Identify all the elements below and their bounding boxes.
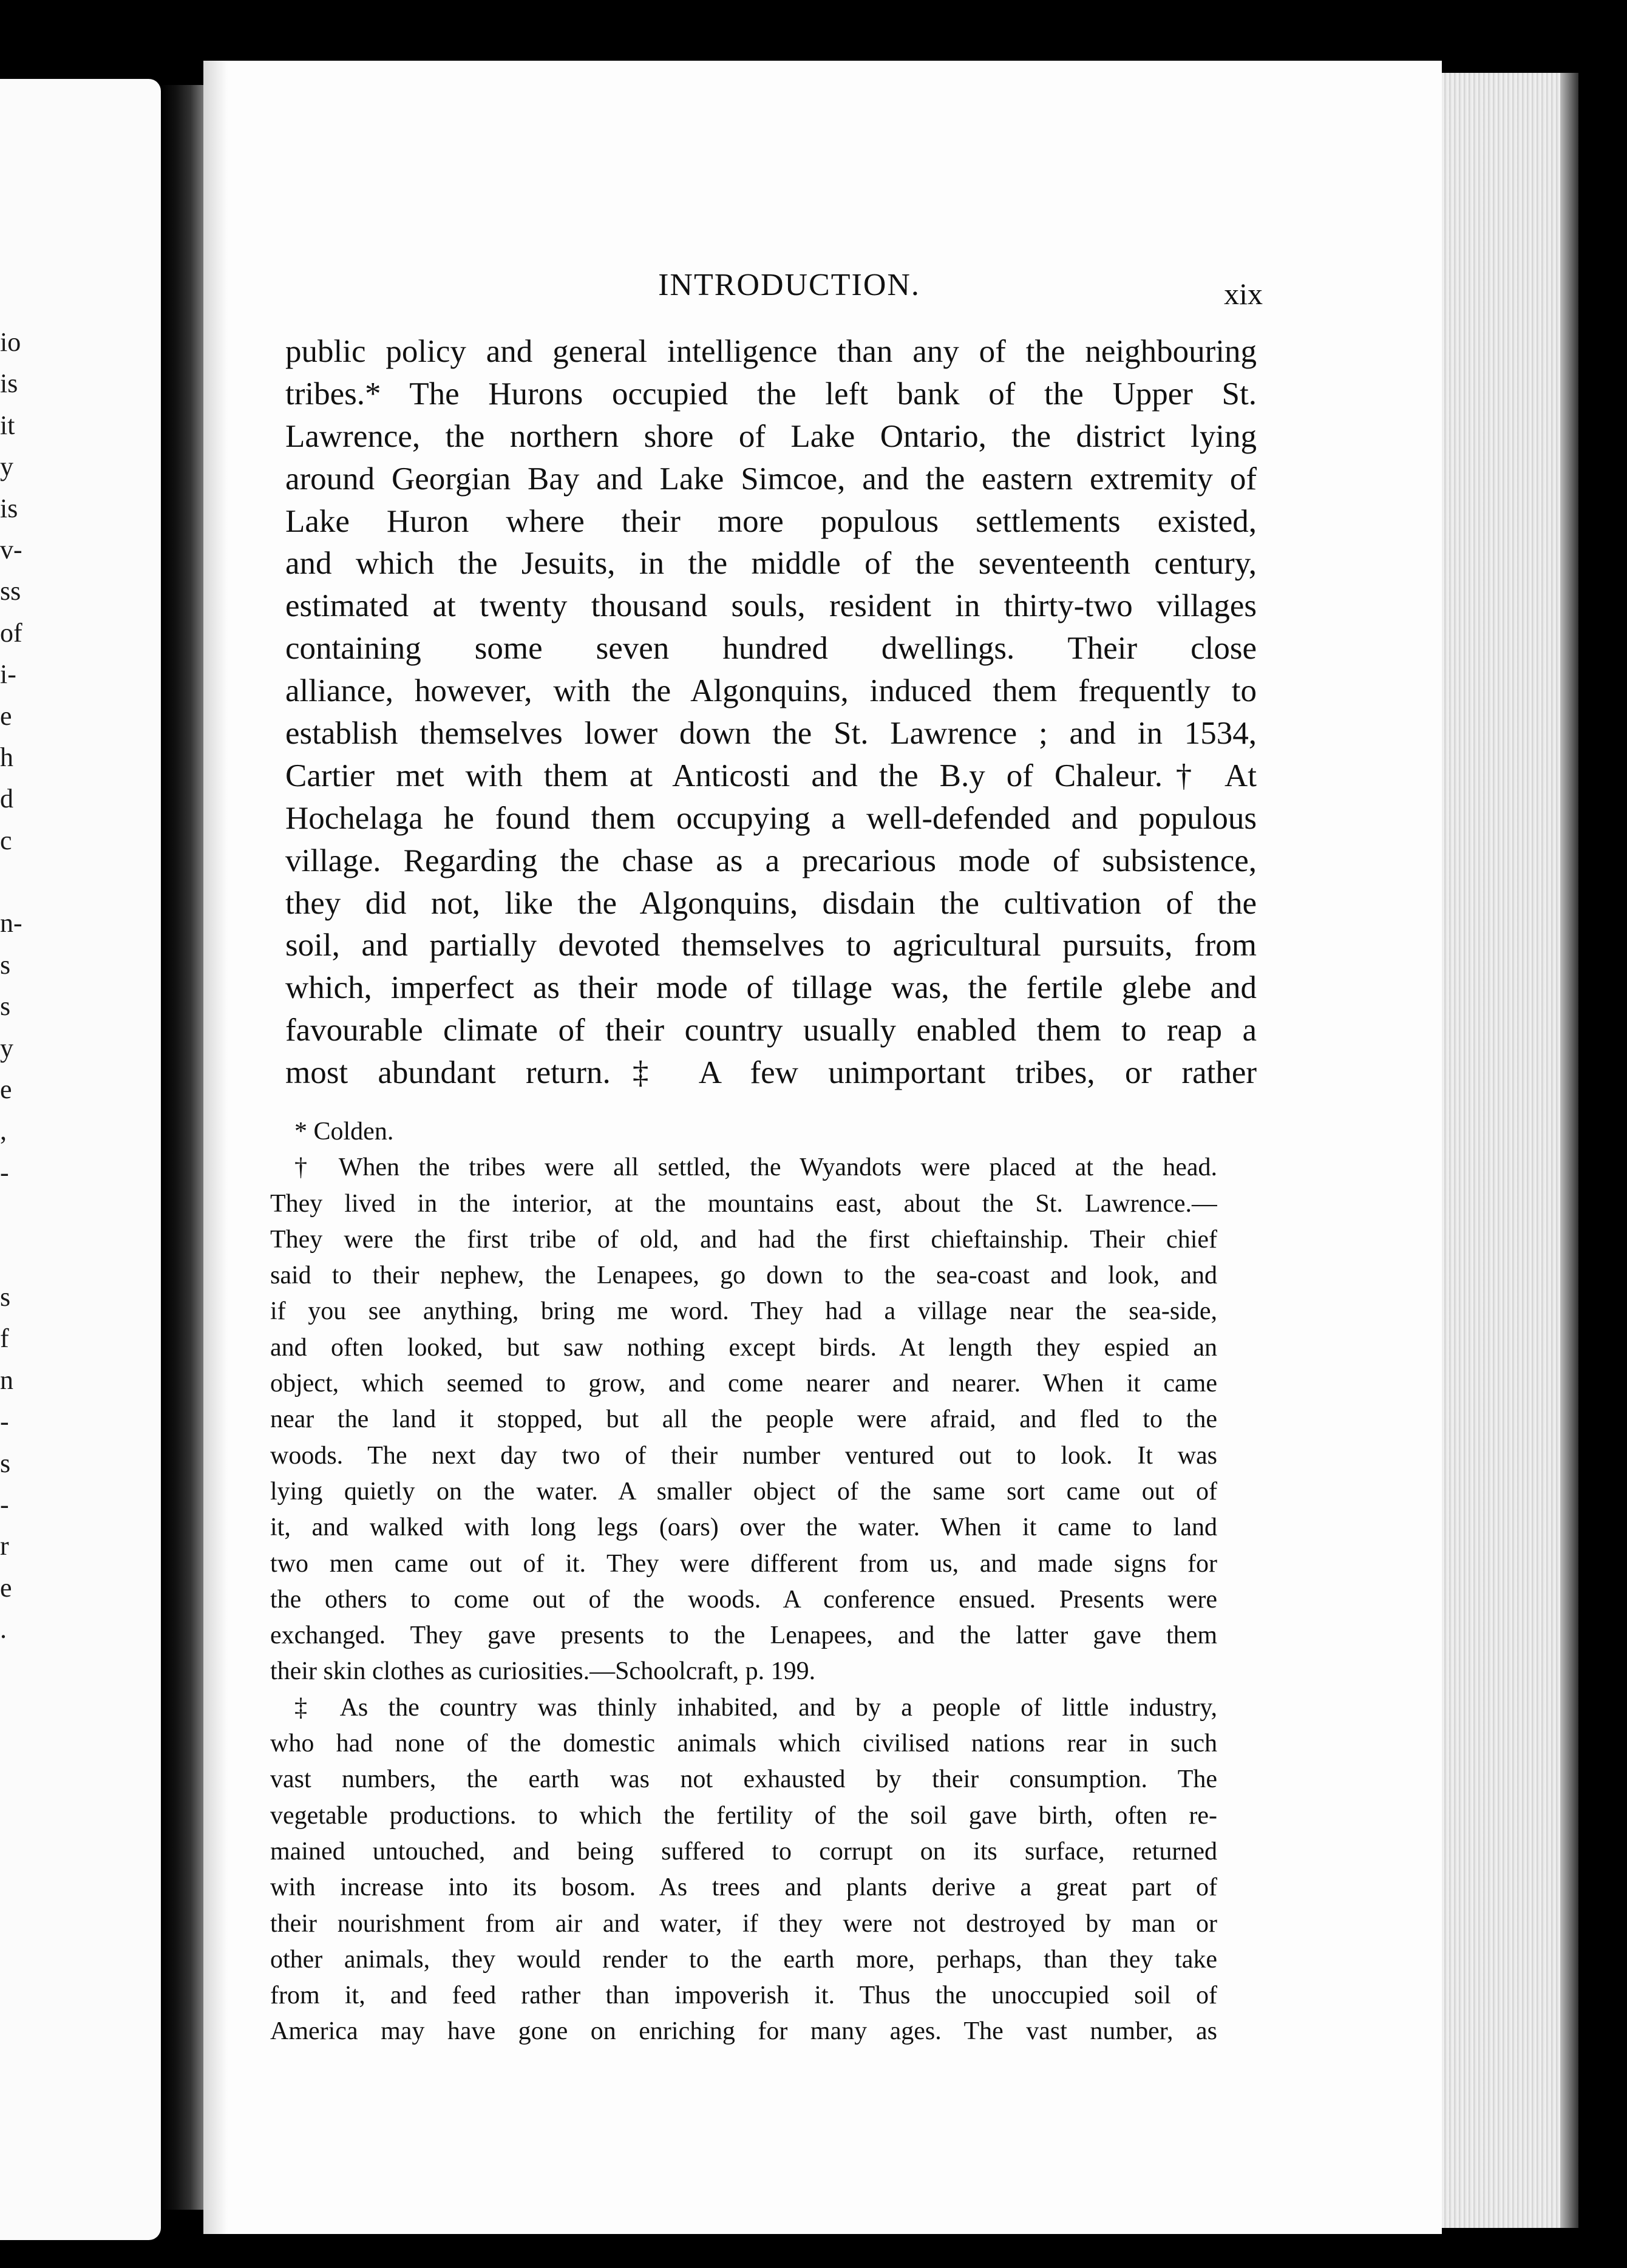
left-fragment-line: of — [0, 617, 22, 648]
left-fragment-line — [0, 1235, 146, 1277]
footnote-line: † When the tribes were all settled, the Wyandots were placed at the head. — [294, 1153, 1217, 1182]
left-fragment-line: - — [0, 1157, 9, 1187]
body-line: favourable climate of their country usually enabled them to reap a — [285, 1013, 1257, 1048]
footnote-line: said to their nephew, the Lenapees, go down to the sea-coast and look, and — [270, 1261, 1217, 1290]
left-fragment-line: v- — [0, 534, 22, 565]
left-fragment-line: e — [0, 1572, 12, 1603]
left-fragment-line: i- — [0, 659, 16, 690]
body-line: Hochelaga he found them occupying a well-defended and populous — [285, 800, 1257, 836]
footnote-line: vegetable productions. to which the fertility of the soil gave birth, often re- — [270, 1801, 1217, 1830]
footnote-line: the others to come out of the woods. A conference ensued. Presents were — [270, 1585, 1217, 1614]
body-text — [285, 331, 1257, 1095]
left-fragment-line: r — [0, 1531, 9, 1561]
left-fragment-line: is — [0, 368, 18, 399]
body-line: Cartier met with them at Anticosti and the B.y of Chaleur.† At — [285, 758, 1257, 793]
left-fragment-line: h — [0, 742, 13, 772]
footnotes — [270, 1114, 1217, 2050]
left-fragment-line: d — [0, 784, 13, 814]
left-fragment-line: io — [0, 327, 21, 357]
body-line: they did not, like the Algonquins, disdain the cultivation of the — [285, 885, 1257, 921]
footnote-line: and often looked, but saw nothing except birds. At length they espied an — [270, 1333, 1217, 1362]
footnote-line: if you see anything, bring me word. They had a village near the sea-side, — [270, 1297, 1217, 1326]
left-fragment-line: n- — [0, 908, 22, 939]
left-fragment-line — [0, 861, 146, 903]
left-fragment-line: n — [0, 1365, 13, 1395]
left-fragment-line — [0, 1193, 146, 1235]
left-fragment-line: - — [0, 1407, 9, 1437]
left-fragment-line: s — [0, 949, 11, 980]
footnote-line: their skin clothes as curiosities.—Schoolcraft, p. 199. — [270, 1657, 816, 1686]
body-line: containing some seven hundred dwellings. Their close — [285, 631, 1257, 667]
footnote-line: from it, and feed rather than impoverish it. Thus the unoccupied soil of — [270, 1981, 1217, 2010]
page-edges — [1442, 73, 1578, 2228]
footnote-line: mained untouched, and being suffered to corrupt on its surface, returned — [270, 1837, 1217, 1866]
page-number: xix — [1224, 277, 1263, 311]
left-page-text-fragments — [0, 322, 146, 1651]
body-line: alliance, however, with the Algonquins, induced them frequently to — [285, 673, 1257, 709]
left-fragment-line: . — [0, 1614, 7, 1645]
left-fragment-line: e — [0, 701, 12, 731]
footnote-line: their nourishment from air and water, if they were not destroyed by man or — [270, 1909, 1217, 1938]
footnote-line: object, which seemed to grow, and come nearer and nearer. When it came — [270, 1370, 1217, 1398]
left-fragment-line: s — [0, 1448, 11, 1478]
footnote-line: vast numbers, the earth was not exhausted by their consumption. The — [270, 1765, 1217, 1794]
body-line: village. Regarding the chase as a precarious mode of subsistence, — [285, 843, 1257, 878]
footnote-line: two men came out of it. They were different from us, and made signs for — [270, 1549, 1217, 1578]
footnote-line: with increase into its bosom. As trees and plants derive a great part of — [270, 1873, 1217, 1902]
left-page-edge — [0, 79, 161, 2240]
left-fragment-line: c — [0, 825, 12, 855]
left-fragment-line: it — [0, 410, 15, 440]
left-fragment-line: - — [0, 1489, 9, 1519]
footnote-line: America may have gone on enriching for many ages. The vast number, as — [270, 2017, 1217, 2046]
footnote-line: woods. The next day two of their number ventured out to look. It was — [270, 1441, 1217, 1470]
body-line: estimated at twenty thousand souls, resident in thirty-two villages — [285, 588, 1257, 624]
footnote-line: who had none of the domestic animals which civilised nations rear in such — [270, 1730, 1217, 1758]
left-fragment-line: s — [0, 1282, 11, 1312]
body-line: tribes.* The Hurons occupied the left bank of the Upper St. — [285, 376, 1257, 412]
footnote-line: near the land it stopped, but all the people were afraid, and fled to the — [270, 1405, 1217, 1434]
footnote-line: They lived in the interior, at the mountains east, about the St. Lawrence.— — [270, 1189, 1217, 1218]
left-fragment-line: e — [0, 1075, 12, 1105]
left-fragment-line: y — [0, 452, 13, 482]
body-line: Lake Huron where their more populous settlements existed, — [285, 503, 1257, 539]
left-fragment-line: ss — [0, 576, 21, 606]
footnote-line: They were the first tribe of old, and had the first chieftainship. Their chief — [270, 1225, 1217, 1254]
left-fragment-line: is — [0, 493, 18, 523]
left-fragment-line: y — [0, 1033, 13, 1063]
body-line: Lawrence, the northern shore of Lake Ontario, the district lying — [285, 418, 1257, 454]
left-fragment-line: f — [0, 1323, 9, 1354]
body-line: which, imperfect as their mode of tillage was, the fertile glebe and — [285, 970, 1257, 1006]
body-line: soil, and partially devoted themselves to agricultural pursuits, from — [285, 928, 1257, 963]
footnote-line: ‡ As the country was thinly inhabited, and by a people of little industry, — [294, 1693, 1217, 1722]
footnote-line: * Colden. — [294, 1118, 394, 1146]
gutter-shadow — [161, 85, 203, 2210]
footnote-line: it, and walked with long legs (oars) over the water. When it came to land — [270, 1513, 1217, 1542]
footnote-line: lying quietly on the water. A smaller object of the same sort came out of — [270, 1477, 1217, 1506]
body-line: most abundant return.‡ A few unimportant tribes, or rather — [285, 1055, 1257, 1091]
left-fragment-line: , — [0, 1116, 7, 1146]
body-line: public policy and general intelligence than any of the neighbouring — [285, 334, 1257, 369]
running-head: INTRODUCTION. — [658, 268, 920, 302]
body-line: establish themselves lower down the St. Lawrence ; and in 1534, — [285, 716, 1257, 752]
body-line: and which the Jesuits, in the middle of the seventeenth century, — [285, 546, 1257, 582]
left-fragment-line: s — [0, 991, 11, 1022]
footnote-line: other animals, they would render to the earth more, perhaps, than they take — [270, 1945, 1217, 1974]
footnote-line: exchanged. They gave presents to the Lenapees, and the latter gave them — [270, 1621, 1217, 1650]
body-line: around Georgian Bay and Lake Simcoe, and the eastern extremity of — [285, 461, 1257, 497]
